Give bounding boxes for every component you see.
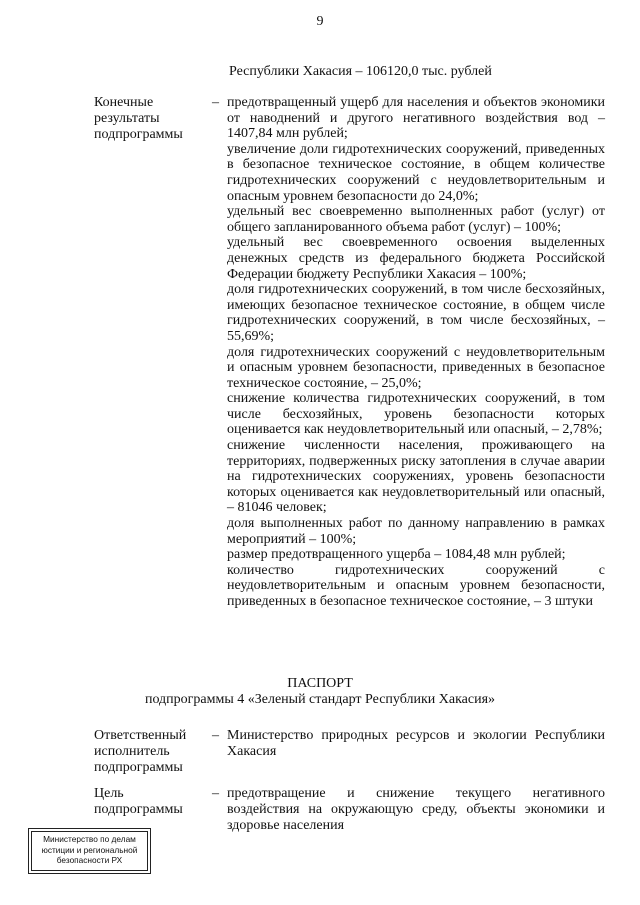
- passport-title: ПАСПОРТ: [287, 676, 353, 691]
- results-item: снижение численности населения, проживающего на территориях, подверженных риску затопления в случае аварии на гидротехнических сооружениях, уровень безопасности которых оценивается как неудовлетворительный или опасный, – 81046 человек;: [227, 438, 605, 516]
- results-item: предотвращенный ущерб для населения и объектов экономики от наводнений и другого негативного воздействия вод – 1407,84 млн рублей;: [227, 95, 605, 142]
- results-item: размер предотвращенного ущерба – 1084,48 млн рублей;: [227, 547, 566, 563]
- continuation-line: Республики Хакасия – 106120,0 тыс. рублей: [229, 64, 492, 79]
- executor-label: Ответственный исполнитель подпрограммы: [94, 728, 187, 775]
- results-item: удельный вес своевременно выполненных работ (услуг) от общего запланированного объема работ (услуг) – 100%;: [227, 204, 605, 235]
- goal-value: [227, 786, 605, 834]
- stamp-line: безопасности РХ: [56, 855, 123, 865]
- stamp-inner: [31, 831, 148, 871]
- results-item: увеличение доли гидротехнических сооружений, приведенных в безопасное техническое состояние, в общем количестве гидротехнических сооружений с неудовлетворительным и опасным уровнем безопасности до 24,0%;: [227, 141, 605, 204]
- goal-text: предотвращение и снижение текущего негативного воздействия на окружающую среду, объекты экономики и здоровье населения: [227, 786, 605, 833]
- executor-value: [227, 728, 605, 760]
- results-item: доля гидротехнических сооружений с неудовлетворительным и опасным уровнем безопасности, приведенных в безопасное техническое состояние, – 25,0%;: [227, 344, 605, 391]
- results-item: снижение количества гидротехнических сооружений, в том числе бесхозяйных, уровень безопасности которых оценивается как неудовлетворительный или опасный, – 2,78%;: [227, 391, 605, 438]
- results-item: доля выполненных работ по данному направлению в рамках мероприятий – 100%;: [227, 516, 605, 547]
- goal-label: Цель подпрограммы: [94, 786, 183, 817]
- ministry-stamp: [28, 828, 151, 874]
- executor-dash: –: [212, 728, 219, 743]
- results-dash: –: [212, 95, 219, 110]
- results-item: доля гидротехнических сооружений, в том числе бесхозяйных, имеющих безопасное техническое состояние, в общем числе гидротехнических сооружений, в том числе бесхозяйных, – 55,69%;: [227, 282, 605, 344]
- passport-subtitle: подпрограммы 4 «Зеленый стандарт Республики Хакасия»: [144, 692, 496, 707]
- stamp-line: юстиции и региональной: [41, 844, 138, 855]
- results-label: Конечные результаты подпрограммы: [94, 95, 183, 142]
- results-item: количество гидротехнических сооружений с неудовлетворительным и опасным уровнем безопасности, приведенных в безопасное техническое состояние, – 3 штуки: [227, 562, 605, 609]
- results-item: удельный вес своевременного освоения выделенных денежных средств из федерального бюджета Российской Федерации бюджету Республики Хакасия – 100%;: [227, 235, 605, 282]
- goal-dash: –: [212, 786, 219, 801]
- page-number: 9: [316, 14, 324, 29]
- results-list: [227, 95, 605, 610]
- executor-text: Министерство природных ресурсов и экологии Республики Хакасия: [227, 728, 605, 759]
- stamp-line: Министерство по делам: [43, 834, 136, 844]
